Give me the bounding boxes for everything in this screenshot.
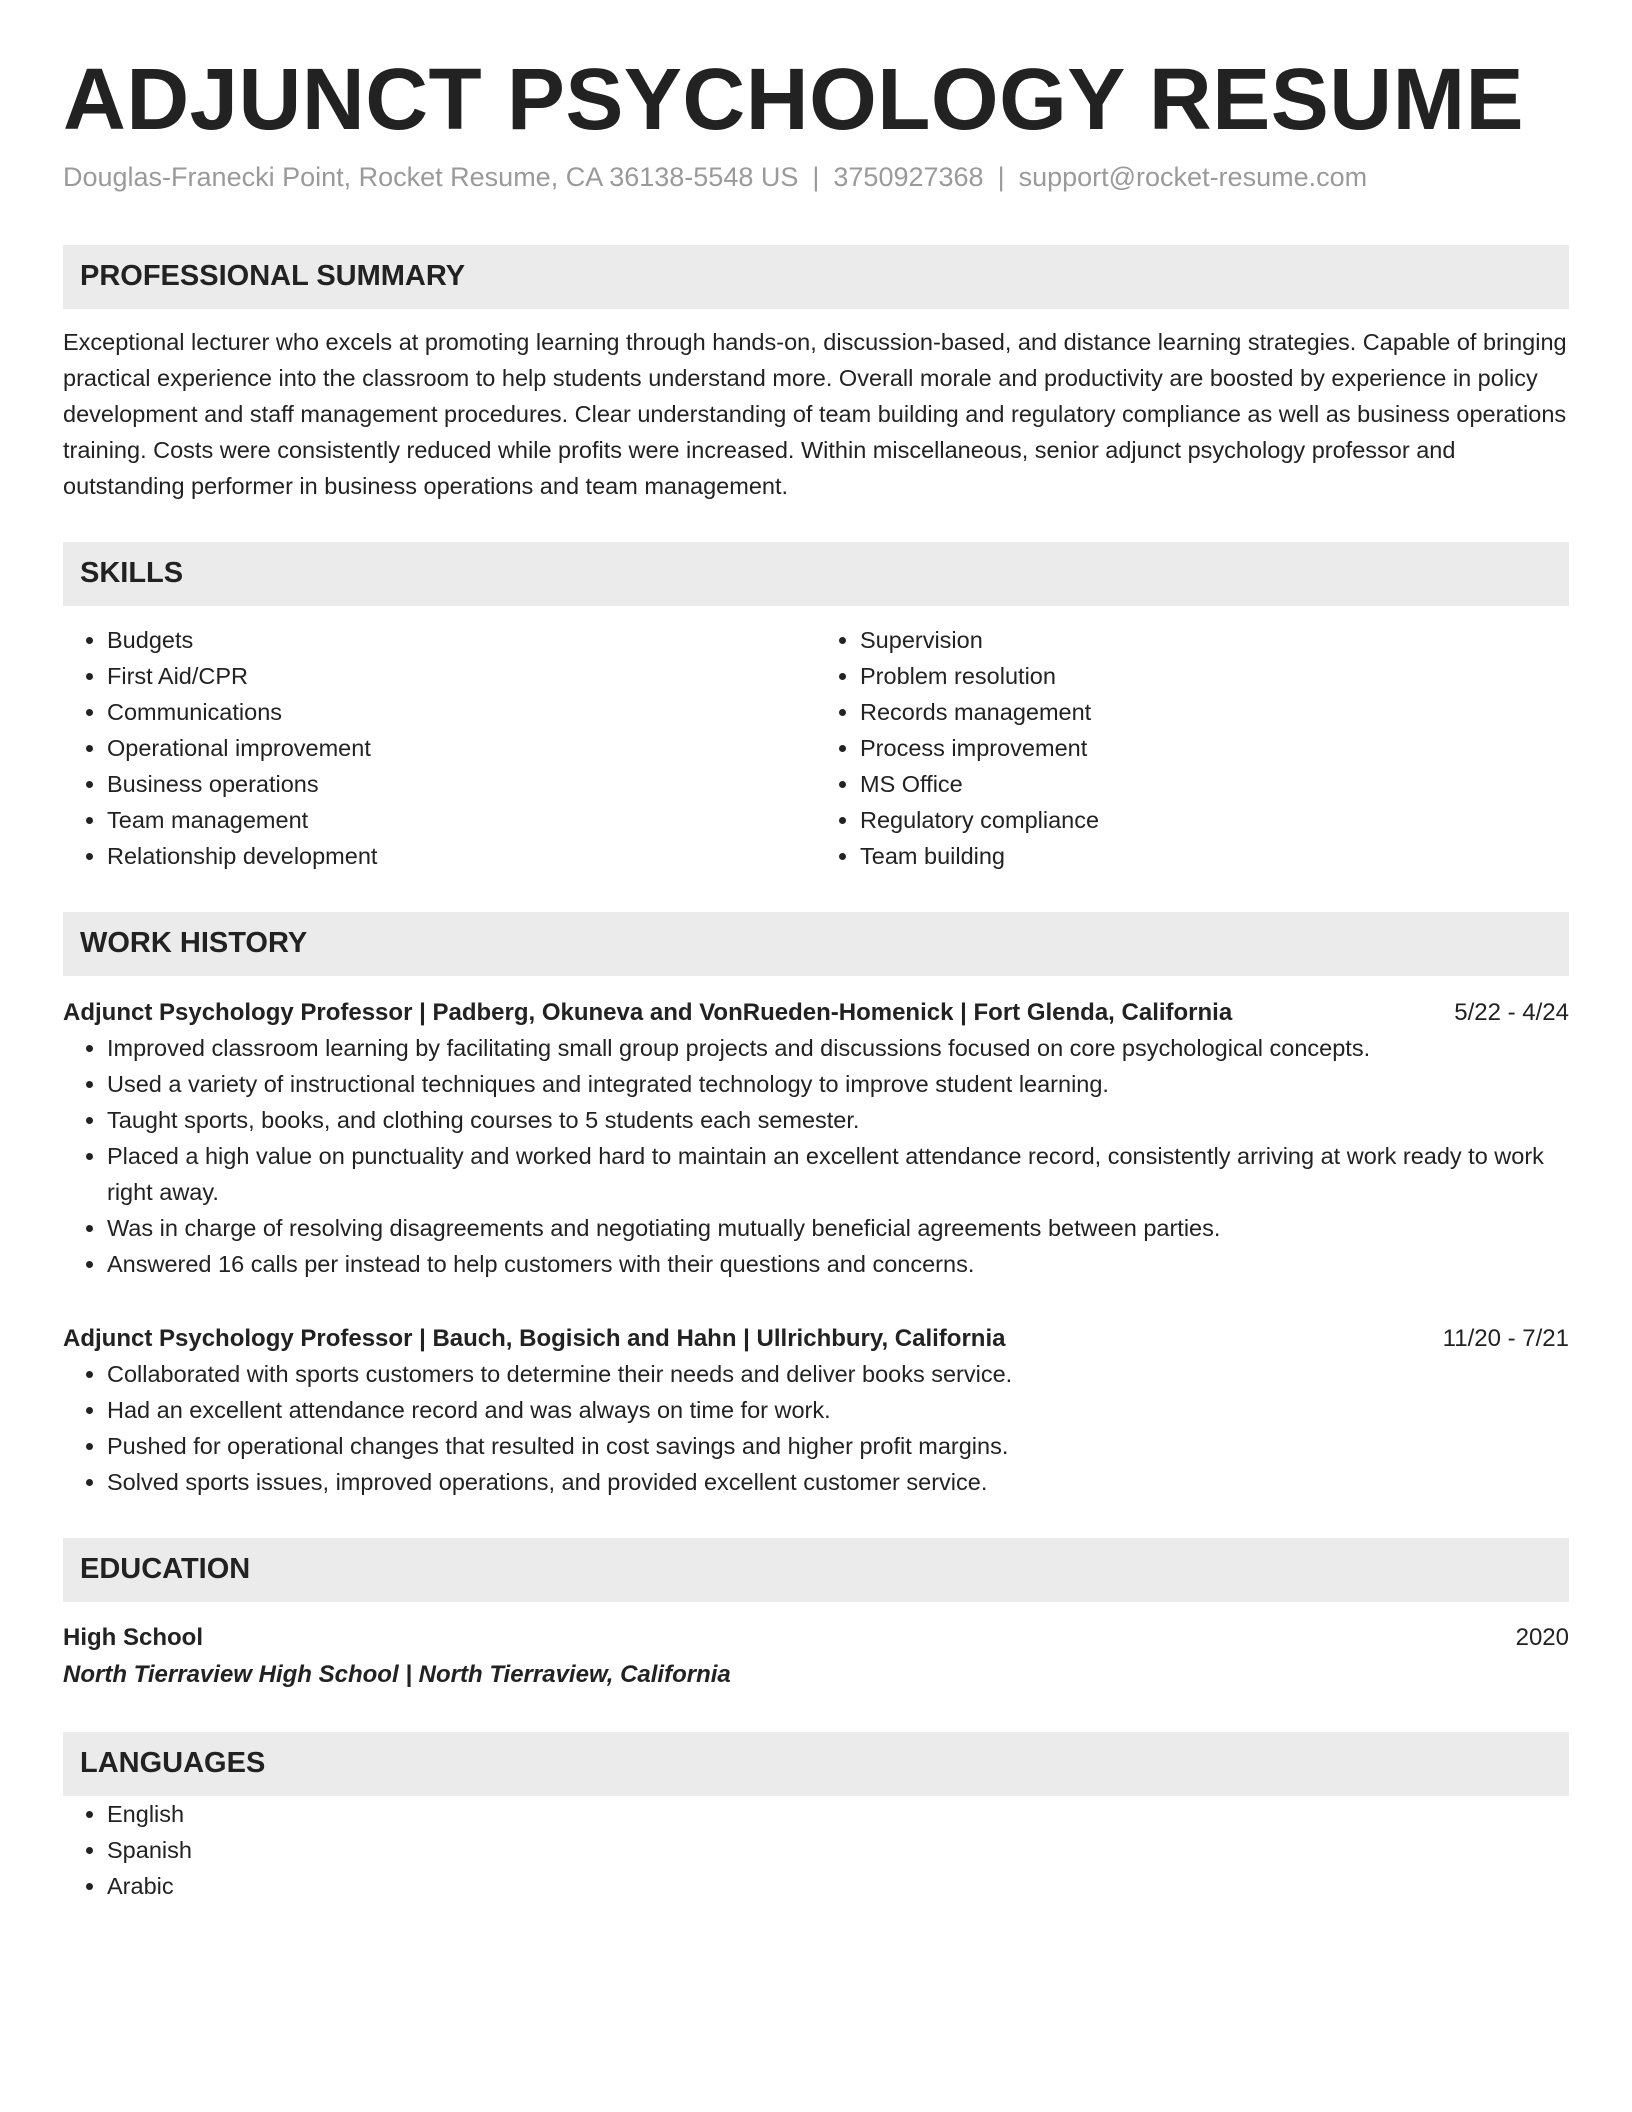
section-heading-education: EDUCATION [63, 1538, 1569, 1602]
skill-item: • Communications [107, 694, 816, 730]
summary-text: Exceptional lecturer who excels at promoting learning through hands-on, discussion-based, and distance learning strategies. Capable of bringing practical experience into the classroom to help students understand more. Overall morale and productivity are boosted by experience in policy development and staff management procedures. Clear understanding of team building and regulatory compliance as well as business operations training. Costs were consistently reduced while profits were increased. Within miscellaneous, senior adjunct psychology professor and outstanding performer in business operations and team management. [63, 328, 1567, 499]
job-bullet: • Pushed for operational changes that resulted in cost savings and higher profit margins. [107, 1428, 1569, 1464]
job-title: Adjunct Psychology Professor | Bauch, Bogisich and Hahn | Ullrichbury, California [63, 1324, 1006, 1352]
skill-item: • Relationship development [107, 838, 816, 874]
job-bullet: • Placed a high value on punctuality and worked hard to maintain an excellent attendance record, consistently arriving at work ready to work right away. [107, 1138, 1569, 1210]
contact-address: Douglas-Franecki Point, Rocket Resume, CA 36138-5548 US [63, 161, 799, 192]
languages-list [63, 1796, 1569, 1904]
job-dates: 11/20 - 7/21 [1442, 1324, 1569, 1352]
job-bullet: • Collaborated with sports customers to determine their needs and deliver books service. [107, 1356, 1569, 1392]
skill-item: • Problem resolution [860, 658, 1569, 694]
contact-separator: | [997, 161, 1005, 192]
job-header [63, 1322, 1569, 1356]
education-header [63, 1620, 1569, 1656]
job-bullet: • Answered 16 calls per instead to help customers with their questions and concerns. [107, 1246, 1569, 1282]
skills-column-left [63, 622, 816, 874]
job-bullet: • Improved classroom learning by facilitating small group projects and discussions focused on core psychological concepts. [107, 1030, 1569, 1066]
language-item: • English [107, 1796, 1569, 1832]
section-heading-summary: PROFESSIONAL SUMMARY [63, 245, 1569, 309]
job-bullet-list [63, 1030, 1569, 1282]
skill-item: • Team building [860, 838, 1569, 874]
job-header [63, 996, 1569, 1030]
job-bullet: • Solved sports issues, improved operations, and provided excellent customer service. [107, 1464, 1569, 1500]
job-title: Adjunct Psychology Professor | Padberg, Okuneva and VonRueden-Homenick | Fort Glenda, California [63, 998, 1233, 1026]
skill-item: • Operational improvement [107, 730, 816, 766]
contact-separator: | [812, 161, 820, 192]
skills-list [63, 622, 1569, 874]
resume-title: ADJUNCT PSYCHOLOGY RESUME [63, 51, 1525, 148]
job-entry [63, 996, 1569, 1282]
contact-phone: 3750927368 [833, 161, 984, 192]
section-heading-skills: SKILLS [63, 542, 1569, 606]
job-bullet: • Used a variety of instructional techniques and integrated technology to improve student learning. [107, 1066, 1569, 1102]
skill-item: • Budgets [107, 622, 816, 658]
skills-column-right [816, 622, 1569, 874]
language-item: • Arabic [107, 1868, 1569, 1904]
skill-item: • Regulatory compliance [860, 802, 1569, 838]
skill-item: • MS Office [860, 766, 1569, 802]
education-year: 2020 [1515, 1623, 1569, 1651]
skill-item: • Business operations [107, 766, 816, 802]
contact-line [63, 160, 1569, 195]
skill-item: • Supervision [860, 622, 1569, 658]
section-heading-work-history: WORK HISTORY [63, 912, 1569, 976]
language-item: • Spanish [107, 1832, 1569, 1868]
job-entry [63, 1322, 1569, 1500]
job-bullet-list [63, 1356, 1569, 1500]
skill-item: • Records management [860, 694, 1569, 730]
skill-item: • First Aid/CPR [107, 658, 816, 694]
job-dates: 5/22 - 4/24 [1454, 998, 1569, 1026]
skill-item: • Process improvement [860, 730, 1569, 766]
job-bullet: • Was in charge of resolving disagreements and negotiating mutually beneficial agreements between parties. [107, 1210, 1569, 1246]
job-bullet: • Taught sports, books, and clothing courses to 5 students each semester. [107, 1102, 1569, 1138]
education-school: North Tierraview High School | North Tierraview, California [63, 1660, 731, 1688]
skill-item: • Team management [107, 802, 816, 838]
contact-email: support@rocket-resume.com [1018, 161, 1368, 192]
section-heading-languages: LANGUAGES [63, 1732, 1569, 1796]
education-degree: High School [63, 1623, 203, 1651]
job-bullet: • Had an excellent attendance record and was always on time for work. [107, 1392, 1569, 1428]
